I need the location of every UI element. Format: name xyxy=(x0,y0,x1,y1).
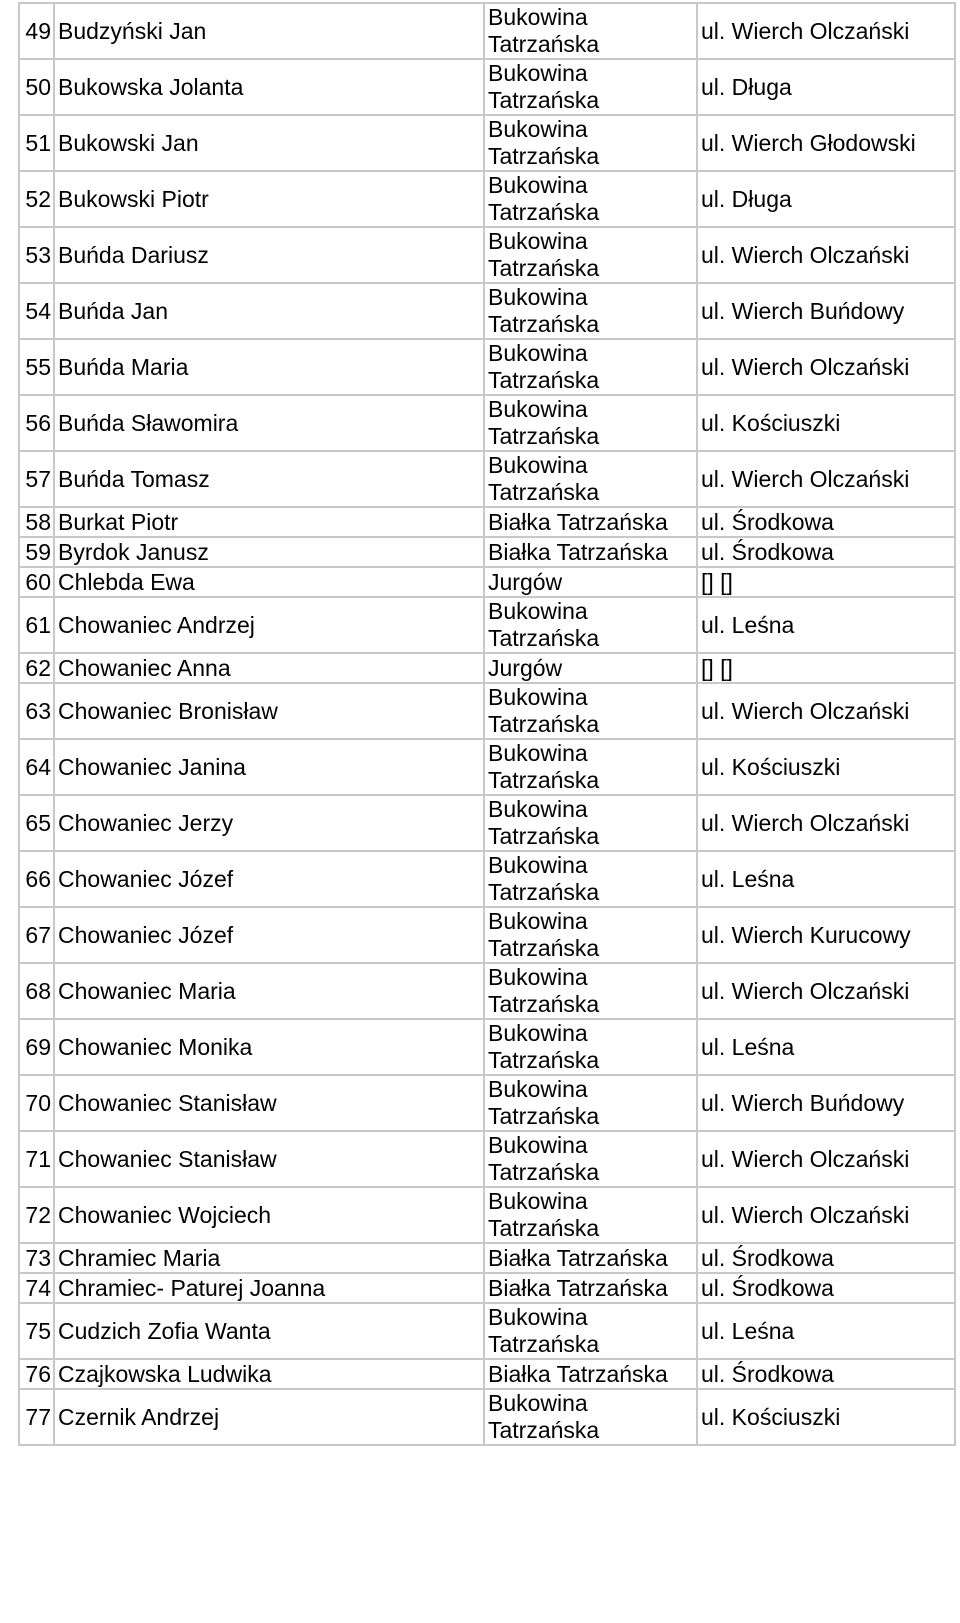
row-number: 55 xyxy=(19,339,54,395)
person-name: Buńda Tomasz xyxy=(54,451,484,507)
table-row xyxy=(19,227,955,283)
town-name: Bukowina Tatrzańska xyxy=(484,283,697,339)
town-name: Bukowina Tatrzańska xyxy=(484,339,697,395)
table-row xyxy=(19,339,955,395)
street-address: ul. Leśna xyxy=(697,1303,955,1359)
person-name: Czajkowska Ludwika xyxy=(54,1359,484,1389)
street-address: ul. Środkowa xyxy=(697,1273,955,1303)
row-number: 49 xyxy=(19,3,54,59)
person-name: Buńda Sławomira xyxy=(54,395,484,451)
town-name: Bukowina Tatrzańska xyxy=(484,683,697,739)
street-address: ul. Leśna xyxy=(697,851,955,907)
town-name: Bukowina Tatrzańska xyxy=(484,451,697,507)
person-name: Chramiec- Paturej Joanna xyxy=(54,1273,484,1303)
row-number: 74 xyxy=(19,1273,54,1303)
names-table xyxy=(18,2,956,1446)
row-number: 50 xyxy=(19,59,54,115)
table-row xyxy=(19,1131,955,1187)
row-number: 73 xyxy=(19,1243,54,1273)
row-number: 65 xyxy=(19,795,54,851)
town-name: Bukowina Tatrzańska xyxy=(484,1019,697,1075)
street-address: ul. Wierch Olczański xyxy=(697,795,955,851)
row-number: 62 xyxy=(19,653,54,683)
town-name: Białka Tatrzańska xyxy=(484,1359,697,1389)
town-name: Białka Tatrzańska xyxy=(484,1243,697,1273)
table-row xyxy=(19,739,955,795)
row-number: 60 xyxy=(19,567,54,597)
table-row xyxy=(19,1075,955,1131)
row-number: 72 xyxy=(19,1187,54,1243)
row-number: 57 xyxy=(19,451,54,507)
town-name: Bukowina Tatrzańska xyxy=(484,1303,697,1359)
person-name: Chowaniec Andrzej xyxy=(54,597,484,653)
person-name: Chowaniec Anna xyxy=(54,653,484,683)
person-name: Bukowski Piotr xyxy=(54,171,484,227)
street-address: ul. Wierch Olczański xyxy=(697,451,955,507)
town-name: Jurgów xyxy=(484,567,697,597)
person-name: Burkat Piotr xyxy=(54,507,484,537)
street-address: ul. Wierch Olczański xyxy=(697,963,955,1019)
table-row xyxy=(19,683,955,739)
table-row xyxy=(19,597,955,653)
table-row xyxy=(19,507,955,537)
street-address: ul. Długa xyxy=(697,59,955,115)
row-number: 64 xyxy=(19,739,54,795)
table-row xyxy=(19,567,955,597)
town-name: Białka Tatrzańska xyxy=(484,1273,697,1303)
town-name: Bukowina Tatrzańska xyxy=(484,907,697,963)
person-name: Czernik Andrzej xyxy=(54,1389,484,1445)
street-address: ul. Wierch Buńdowy xyxy=(697,283,955,339)
person-name: Buńda Dariusz xyxy=(54,227,484,283)
town-name: Bukowina Tatrzańska xyxy=(484,1075,697,1131)
town-name: Bukowina Tatrzańska xyxy=(484,3,697,59)
town-name: Bukowina Tatrzańska xyxy=(484,739,697,795)
table-row xyxy=(19,283,955,339)
table-row xyxy=(19,1019,955,1075)
person-name: Buńda Jan xyxy=(54,283,484,339)
street-address: ul. Środkowa xyxy=(697,1359,955,1389)
table-row xyxy=(19,115,955,171)
person-name: Bukowska Jolanta xyxy=(54,59,484,115)
person-name: Byrdok Janusz xyxy=(54,537,484,567)
street-address: ul. Wierch Olczański xyxy=(697,3,955,59)
town-name: Białka Tatrzańska xyxy=(484,537,697,567)
row-number: 69 xyxy=(19,1019,54,1075)
person-name: Buńda Maria xyxy=(54,339,484,395)
town-name: Bukowina Tatrzańska xyxy=(484,963,697,1019)
person-name: Chlebda Ewa xyxy=(54,567,484,597)
person-name: Chowaniec Maria xyxy=(54,963,484,1019)
row-number: 63 xyxy=(19,683,54,739)
street-address: ul. Kościuszki xyxy=(697,1389,955,1445)
table-row xyxy=(19,1389,955,1445)
table-row xyxy=(19,537,955,567)
street-address: ul. Środkowa xyxy=(697,507,955,537)
street-address: ul. Kościuszki xyxy=(697,739,955,795)
table-row xyxy=(19,451,955,507)
table-row xyxy=(19,1303,955,1359)
town-name: Bukowina Tatrzańska xyxy=(484,59,697,115)
street-address: ul. Środkowa xyxy=(697,537,955,567)
street-address: ul. Leśna xyxy=(697,597,955,653)
table-row xyxy=(19,395,955,451)
person-name: Budzyński Jan xyxy=(54,3,484,59)
town-name: Bukowina Tatrzańska xyxy=(484,1389,697,1445)
table-row xyxy=(19,1243,955,1273)
town-name: Bukowina Tatrzańska xyxy=(484,171,697,227)
street-address: ul. Wierch Głodowski xyxy=(697,115,955,171)
row-number: 71 xyxy=(19,1131,54,1187)
table-row xyxy=(19,1359,955,1389)
row-number: 54 xyxy=(19,283,54,339)
table-row xyxy=(19,1273,955,1303)
table-row xyxy=(19,963,955,1019)
person-name: Chowaniec Wojciech xyxy=(54,1187,484,1243)
street-address: ul. Leśna xyxy=(697,1019,955,1075)
person-name: Chowaniec Józef xyxy=(54,851,484,907)
street-address: ul. Długa xyxy=(697,171,955,227)
town-name: Białka Tatrzańska xyxy=(484,507,697,537)
town-name: Bukowina Tatrzańska xyxy=(484,851,697,907)
town-name: Bukowina Tatrzańska xyxy=(484,115,697,171)
person-name: Bukowski Jan xyxy=(54,115,484,171)
row-number: 53 xyxy=(19,227,54,283)
person-name: Cudzich Zofia Wanta xyxy=(54,1303,484,1359)
table-row xyxy=(19,851,955,907)
row-number: 56 xyxy=(19,395,54,451)
person-name: Chowaniec Janina xyxy=(54,739,484,795)
row-number: 67 xyxy=(19,907,54,963)
town-name: Bukowina Tatrzańska xyxy=(484,1131,697,1187)
table-row xyxy=(19,653,955,683)
street-address: ul. Wierch Olczański xyxy=(697,1131,955,1187)
person-name: Chowaniec Stanisław xyxy=(54,1075,484,1131)
person-name: Chowaniec Monika xyxy=(54,1019,484,1075)
row-number: 61 xyxy=(19,597,54,653)
table-row xyxy=(19,171,955,227)
street-address: ul. Wierch Olczański xyxy=(697,339,955,395)
town-name: Bukowina Tatrzańska xyxy=(484,795,697,851)
street-address: [] [] xyxy=(697,653,955,683)
row-number: 70 xyxy=(19,1075,54,1131)
table-row xyxy=(19,59,955,115)
town-name: Bukowina Tatrzańska xyxy=(484,1187,697,1243)
table-body xyxy=(19,3,955,1445)
street-address: [] [] xyxy=(697,567,955,597)
row-number: 59 xyxy=(19,537,54,567)
street-address: ul. Wierch Kurucowy xyxy=(697,907,955,963)
town-name: Bukowina Tatrzańska xyxy=(484,227,697,283)
person-name: Chramiec Maria xyxy=(54,1243,484,1273)
person-name: Chowaniec Bronisław xyxy=(54,683,484,739)
town-name: Bukowina Tatrzańska xyxy=(484,597,697,653)
row-number: 66 xyxy=(19,851,54,907)
street-address: ul. Wierch Buńdowy xyxy=(697,1075,955,1131)
town-name: Bukowina Tatrzańska xyxy=(484,395,697,451)
street-address: ul. Wierch Olczański xyxy=(697,227,955,283)
row-number: 68 xyxy=(19,963,54,1019)
row-number: 75 xyxy=(19,1303,54,1359)
row-number: 76 xyxy=(19,1359,54,1389)
street-address: ul. Środkowa xyxy=(697,1243,955,1273)
person-name: Chowaniec Jerzy xyxy=(54,795,484,851)
person-name: Chowaniec Stanisław xyxy=(54,1131,484,1187)
street-address: ul. Kościuszki xyxy=(697,395,955,451)
row-number: 77 xyxy=(19,1389,54,1445)
table-row xyxy=(19,3,955,59)
street-address: ul. Wierch Olczański xyxy=(697,1187,955,1243)
street-address: ul. Wierch Olczański xyxy=(697,683,955,739)
row-number: 51 xyxy=(19,115,54,171)
town-name: Jurgów xyxy=(484,653,697,683)
table-row xyxy=(19,1187,955,1243)
table-row xyxy=(19,795,955,851)
table-row xyxy=(19,907,955,963)
row-number: 58 xyxy=(19,507,54,537)
person-name: Chowaniec Józef xyxy=(54,907,484,963)
row-number: 52 xyxy=(19,171,54,227)
